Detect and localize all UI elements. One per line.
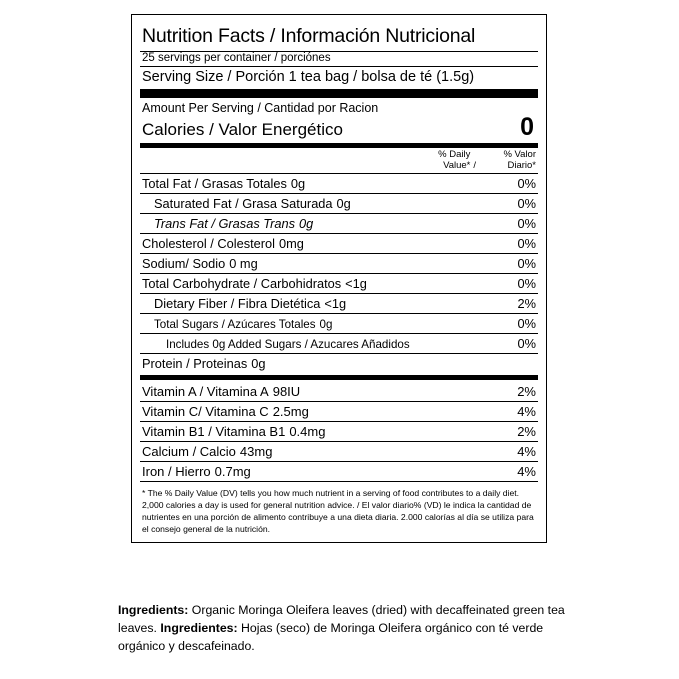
nutrient-value: 0g: [299, 215, 314, 231]
nutrient-pct: 0%: [486, 173, 538, 193]
vitamin-value: 0.4mg: [289, 423, 326, 439]
nutrient-name: [140, 353, 486, 373]
table-row: [140, 213, 538, 233]
servings-per-container: 25 servings per container / porciónes: [142, 52, 331, 64]
ingredients-block: [118, 602, 570, 655]
nutrient-pct: 0%: [486, 233, 538, 253]
vitamin-label: Iron / Hierro: [142, 463, 211, 479]
nutrient-table: [140, 173, 538, 373]
daily-value-header: [142, 150, 536, 172]
nutrient-label: Dietary Fiber / Fibra Dietética: [154, 295, 321, 311]
nutrient-name: [140, 173, 486, 193]
dv-header-english: [408, 150, 470, 172]
vitamin-name: [140, 441, 486, 461]
ingredients-label-english: Ingredients:: [118, 603, 189, 617]
calories-value: 0: [520, 113, 534, 141]
table-row: [140, 193, 538, 213]
dv-header-spanish: [480, 150, 536, 172]
nutrient-value: <1g: [345, 275, 367, 291]
nutrient-pct: 0%: [486, 333, 538, 353]
nutrient-name: [140, 273, 486, 293]
table-row: [140, 273, 538, 293]
table-row: [140, 293, 538, 313]
divider-thick-top: [140, 89, 538, 98]
nutrient-value: <1g: [324, 295, 347, 311]
vitamin-value: 43mg: [239, 443, 273, 459]
ingredients-text-english: Organic Moringa Oleifera leaves (dried) with decaffeinated green tea leaves.: [118, 603, 565, 635]
vitamin-table-body: [140, 382, 538, 481]
vitamin-name: [140, 421, 486, 441]
vitamin-label: Vitamin B1 / Vitamina B1: [142, 423, 286, 439]
divider-med-vitamins: [140, 375, 538, 380]
serving-size: Serving Size / Porción 1 tea bag / bolsa de té (1.5g): [142, 69, 475, 85]
vitamin-name: [140, 461, 486, 481]
nutrient-label: Trans Fat / Grasas Trans: [154, 215, 296, 231]
vitamin-pct: 4%: [486, 401, 538, 421]
divider-servings: [140, 66, 538, 67]
nutrient-name: [140, 333, 486, 353]
nutrient-label: Total Sugars / Azúcares Totales: [154, 317, 316, 331]
nutrient-label: Sodium/ Sodio: [142, 255, 226, 271]
table-row: [140, 421, 538, 441]
amount-per-serving: Amount Per Serving / Cantidad por Racion: [142, 101, 379, 115]
nutrient-name: [140, 233, 486, 253]
vitamin-label: Vitamin C/ Vitamina C: [142, 403, 269, 419]
dv-header-english-line1: % Daily: [438, 149, 471, 160]
table-row: [140, 382, 538, 402]
page-title: Nutrition Facts / Información Nutricional: [142, 25, 476, 47]
vitamin-name: [140, 401, 486, 421]
vitamin-label: Calcium / Calcio: [142, 443, 236, 459]
nutrient-label: Total Fat / Grasas Totales: [142, 175, 287, 191]
daily-value-footnote: * The % Daily Value (DV) tells you how much nutrient in a serving of food contributes to a daily diet. 2,000 calories a day is used for general nutrition advice. / El valor diario% (VD) le indica la cantidad de nutrientes en una porción de alimento contribuye a una dieta diaria. 2.000 calorías al día se utiliza para el consejo general de la nutrición.: [142, 487, 534, 535]
calories-row: [142, 115, 536, 140]
table-row: [140, 461, 538, 481]
vitamin-pct: 2%: [486, 421, 538, 441]
vitamin-label: Vitamin A / Vitamina A: [142, 383, 269, 399]
table-row: [140, 353, 538, 373]
nutrient-pct: 0%: [486, 273, 538, 293]
table-row: [140, 401, 538, 421]
vitamin-name: [140, 382, 486, 402]
nutrient-name: [140, 253, 486, 273]
nutrient-label: Cholesterol / Colesterol: [142, 235, 276, 251]
table-row: [140, 173, 538, 193]
vitamin-value: 2.5mg: [272, 403, 309, 419]
nutrient-label: Protein / Proteinas: [142, 355, 248, 371]
table-row: [140, 253, 538, 273]
ingredients-label-spanish: Ingredientes:: [160, 620, 238, 635]
table-row: [140, 333, 538, 353]
ingredients-text-spanish: Hojas (seco) de Moringa Oleifera orgánico con té verde orgánico y descafeinado.: [118, 620, 544, 653]
nutrient-pct: 0%: [486, 253, 538, 273]
nutrient-value: 0g: [251, 355, 266, 371]
nutrient-value: 0g: [319, 317, 333, 331]
calories-label: Calories / Valor Energético: [142, 120, 343, 139]
nutrient-label: Saturated Fat / Grasa Saturada: [154, 195, 333, 211]
divider-footnote: [140, 481, 538, 482]
nutrient-pct: 0%: [486, 213, 538, 233]
nutrient-name: [140, 193, 486, 213]
nutrient-pct: 0%: [486, 193, 538, 213]
dv-header-english-line2: Value*: [443, 159, 471, 171]
table-row: [140, 233, 538, 253]
divider-med-calories: [140, 143, 538, 148]
dv-header-spanish-line1: % Valor: [503, 149, 536, 160]
nutrient-value: 0g: [290, 175, 306, 191]
nutrient-pct: 0%: [486, 313, 538, 333]
nutrient-value: 0mg: [279, 235, 304, 251]
nutrient-value: 0 mg: [229, 255, 258, 271]
table-row: [140, 441, 538, 461]
vitamin-pct: 4%: [486, 441, 538, 461]
nutrient-name: [140, 213, 486, 233]
nutrition-facts-panel: [131, 14, 547, 543]
vitamin-value: 0.7mg: [214, 463, 251, 479]
nutrient-label: Total Carbohydrate / Carbohidratos: [142, 275, 342, 291]
nutrient-table-body: [140, 173, 538, 373]
vitamin-value: 98IU: [272, 383, 301, 399]
vitamin-table: [140, 382, 538, 481]
nutrient-name: [140, 293, 486, 313]
vitamin-pct: 2%: [517, 383, 536, 399]
nutrient-value: [410, 338, 414, 351]
nutrient-value: 0g: [336, 195, 351, 211]
table-row: [140, 313, 538, 333]
dv-header-spanish-line2: Diario*: [507, 159, 536, 171]
nutrient-pct: 2%: [486, 293, 538, 313]
nutrient-label: Includes 0g Added Sugars / Azucares Añadidos: [166, 337, 410, 351]
dv-header-slash: /: [473, 159, 476, 171]
vitamin-pct: 4%: [486, 461, 538, 481]
nutrient-pct: [486, 353, 538, 373]
nutrient-name: [140, 313, 486, 333]
